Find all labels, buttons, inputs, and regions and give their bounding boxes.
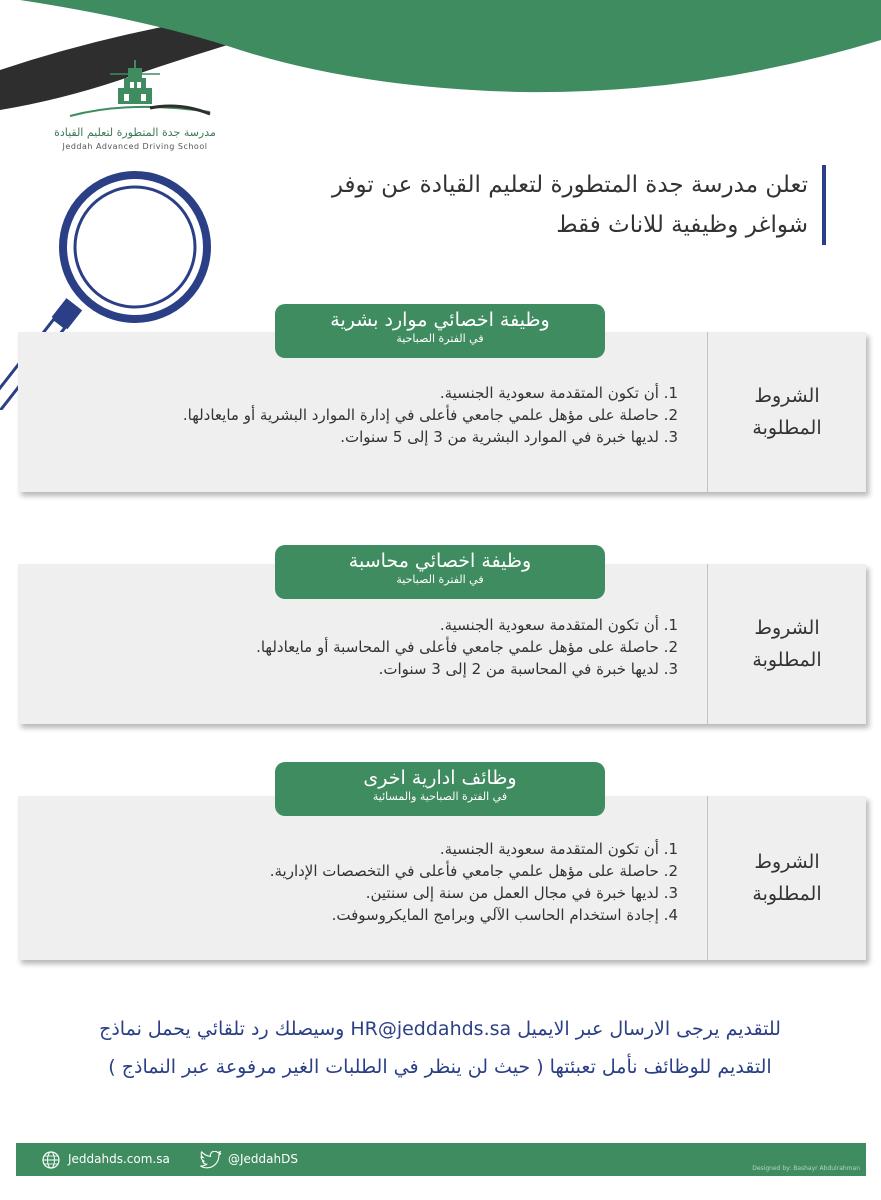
- requirements-label-box: [707, 796, 866, 960]
- job-title: وظيفة اخصائي محاسبة: [348, 550, 532, 572]
- requirements-label-box: [707, 332, 866, 492]
- designer-credit: Designed by: Bashayr Abdulrahman: [752, 1165, 860, 1172]
- twitter-handle-link[interactable]: @JeddahDS: [228, 1152, 298, 1166]
- apply-instructions: [30, 1010, 850, 1086]
- job-title: وظيفة اخصائي موارد بشرية: [330, 309, 550, 331]
- job-title-badge-accounting: [275, 545, 605, 599]
- requirements-label-box: [707, 564, 866, 724]
- requirements-list: [270, 838, 678, 926]
- requirement-item: 1. أن تكون المتقدمة سعودية الجنسية.: [439, 616, 678, 634]
- logo-arabic-name: مدرسة جدة المتطورة لتعليم القيادة: [54, 126, 216, 139]
- apply-line-2: التقديم للوظائف نأمل تعبئتها ( حيث لن ينظر في الطلبات الغير مرفوعة عبر النماذج ): [108, 1056, 772, 1078]
- headline-line-2: شواغر وظيفية للاناث فقط: [556, 212, 808, 238]
- requirement-item: 2. حاصلة على مؤهل علمي جامعي فأعلى في إدارة الموارد البشرية أو مايعادلها.: [182, 406, 678, 424]
- requirements-label: الشروط المطلوبة: [752, 617, 822, 671]
- headline: [248, 165, 826, 245]
- requirements-label: الشروط المطلوبة: [752, 851, 822, 905]
- logo-tower-icon: [50, 60, 220, 126]
- job-title-badge-hr: [275, 304, 605, 358]
- job-shift: في الفترة الصباحية: [396, 573, 484, 586]
- requirement-item: 2. حاصلة على مؤهل علمي جامعي فأعلى في المحاسبة أو مايعادلها.: [256, 638, 678, 656]
- requirement-item: 2. حاصلة على مؤهل علمي جامعي فأعلى في التخصصات الإدارية.: [269, 862, 678, 880]
- website-link[interactable]: Jeddahds.com.sa: [68, 1152, 170, 1166]
- job-title-badge-admin: [275, 762, 605, 816]
- requirement-item: 4. إجادة استخدام الحاسب الآلي وبرامج المايكروسوفت.: [331, 906, 678, 924]
- logo-english-name: Jeddah Advanced Driving School: [62, 142, 208, 151]
- twitter-icon: [200, 1151, 222, 1169]
- job-shift: في الفترة الصباحية: [396, 332, 484, 345]
- job-card-admin: [18, 796, 866, 960]
- job-title: وظائف ادارية اخرى: [363, 767, 517, 789]
- apply-line-1: للتقديم يرجى الارسال عبر الايميل HR@jeddahds.sa وسيصلك رد تلقائي يحمل نماذج: [99, 1018, 781, 1040]
- globe-icon: [42, 1151, 60, 1169]
- requirement-item: 1. أن تكون المتقدمة سعودية الجنسية.: [439, 384, 678, 402]
- requirement-item: 1. أن تكون المتقدمة سعودية الجنسية.: [439, 840, 678, 858]
- headline-line-1: تعلن مدرسة جدة المتطورة لتعليم القيادة عن توفر: [331, 172, 808, 198]
- requirement-item: 3. لديها خبرة في مجال العمل من سنة إلى سنتين.: [365, 884, 678, 902]
- school-logo: [50, 60, 220, 160]
- job-shift: في الفترة الصباحية والمسائية: [372, 790, 508, 803]
- requirements-list: [256, 614, 678, 680]
- requirement-item: 3. لديها خبرة في المحاسبة من 2 إلى 3 سنوات.: [378, 660, 678, 678]
- requirements-list: [183, 382, 678, 448]
- requirement-item: 3. لديها خبرة في الموارد البشرية من 3 إلى 5 سنوات.: [340, 428, 678, 446]
- requirements-label: الشروط المطلوبة: [752, 385, 822, 439]
- footer-bar: [16, 1143, 866, 1176]
